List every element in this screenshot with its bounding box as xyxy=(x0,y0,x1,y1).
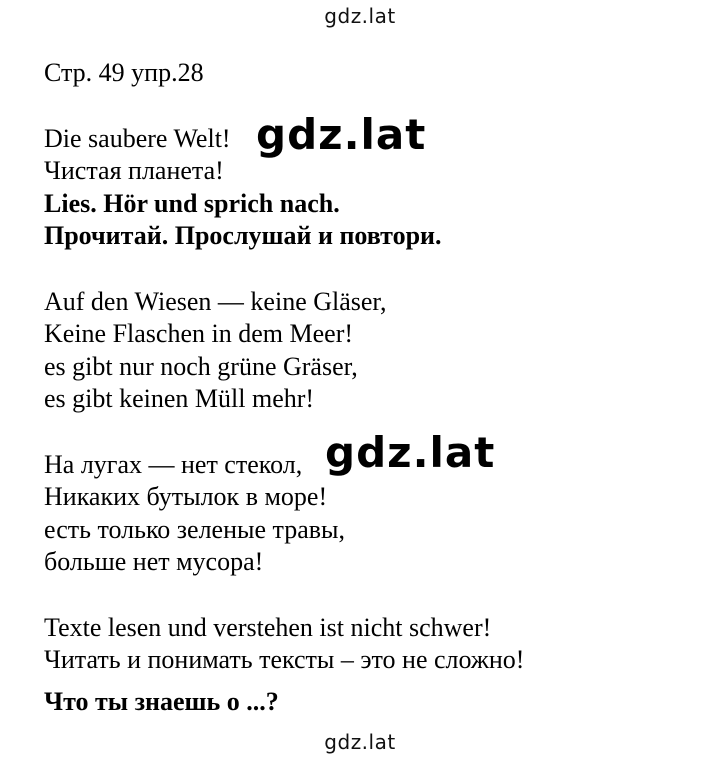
cut-off-heading xyxy=(44,687,279,718)
instruction-german: Lies. Hör und sprich nach. xyxy=(44,189,340,218)
watermark-bottom: gdz.lat xyxy=(324,730,396,754)
instruction-russian: Прочитай. Прослушай и повтори. xyxy=(44,221,442,250)
title-german: Die saubere Welt! xyxy=(44,124,231,153)
poem-de-line-2: Keine Flaschen in dem Meer! xyxy=(44,319,354,348)
poem-ru-line-3: есть только зеленые травы, xyxy=(44,515,345,544)
title-russian: Чистая планета! xyxy=(44,156,224,185)
cut-off-heading-text: Что ты знаешь о ...? xyxy=(44,687,279,716)
watermark-large-1: gdz.lat xyxy=(256,110,427,159)
watermark-top: gdz.lat xyxy=(324,4,396,28)
poem-de-line-4: es gibt keinen Müll mehr! xyxy=(44,384,315,413)
poem-ru-line-4: больше нет мусора! xyxy=(44,547,264,576)
page-reference: Стр. 49 упр.28 xyxy=(44,58,204,87)
watermark-large-2: gdz.lat xyxy=(325,428,496,477)
outro-russian: Читать и понимать тексты – это не сложно! xyxy=(44,645,525,674)
poem-de-line-3: es gibt nur noch grüne Gräser, xyxy=(44,352,358,381)
poem-de-line-1: Auf den Wiesen — keine Gläser, xyxy=(44,287,387,316)
poem-ru-line-1: На лугах — нет стекол, xyxy=(44,450,303,479)
outro-german: Texte lesen und verstehen ist nicht schwer! xyxy=(44,613,492,642)
poem-ru-line-2: Никаких бутылок в море! xyxy=(44,482,328,511)
